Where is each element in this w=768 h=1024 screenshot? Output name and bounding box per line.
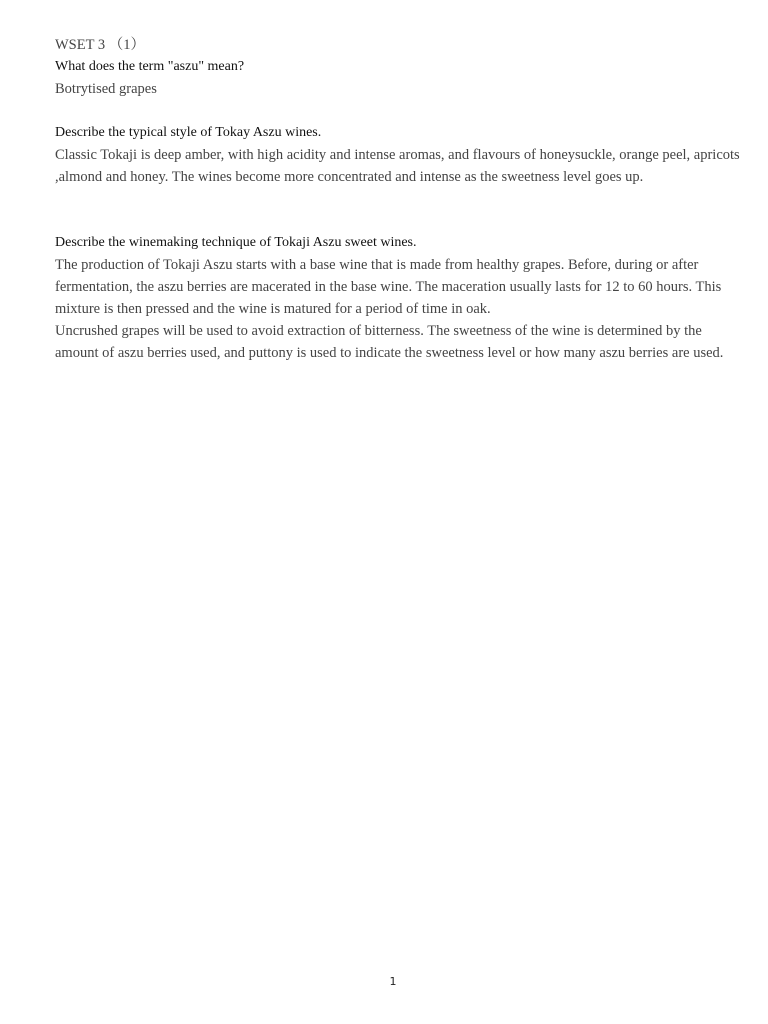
page-number: 1 bbox=[389, 975, 397, 988]
question-3: Describe the winemaking technique of Tokaji Aszu sweet wines. bbox=[55, 235, 417, 250]
answer-2: Classic Tokaji is deep amber, with high acidity and intense aromas, and flavours of honeysuckle, orange peel, apricots ,almond and honey. The wines become more concentrated and intense as the sweetness level goes up. bbox=[55, 147, 740, 185]
answer-3-paragraph-1: The production of Tokaji Aszu starts with a base wine that is made from healthy grapes. Before, during or after fermentation, the aszu berries are macerated in the base wine. The maceration usually lasts for 12 to 60 hours. This mixture is then pressed and the wine is matured for a period of time in oak. bbox=[55, 257, 722, 317]
spacer bbox=[55, 100, 745, 122]
answer-3-paragraph-2: Uncrushed grapes will be used to avoid extraction of bitterness. The sweetness of the wine is determined by the amount of aszu berries used, and puttony is used to indicate the sweetness level or how many aszu berries are used. bbox=[55, 323, 724, 361]
document-title: WSET 3 （1） bbox=[55, 37, 145, 53]
spacer bbox=[55, 188, 745, 232]
answer-1: Botrytised grapes bbox=[55, 81, 157, 97]
document-body bbox=[55, 34, 745, 364]
question-1: What does the term "aszu" mean? bbox=[55, 59, 245, 74]
question-2: Describe the typical style of Tokay Aszu wines. bbox=[55, 125, 322, 140]
